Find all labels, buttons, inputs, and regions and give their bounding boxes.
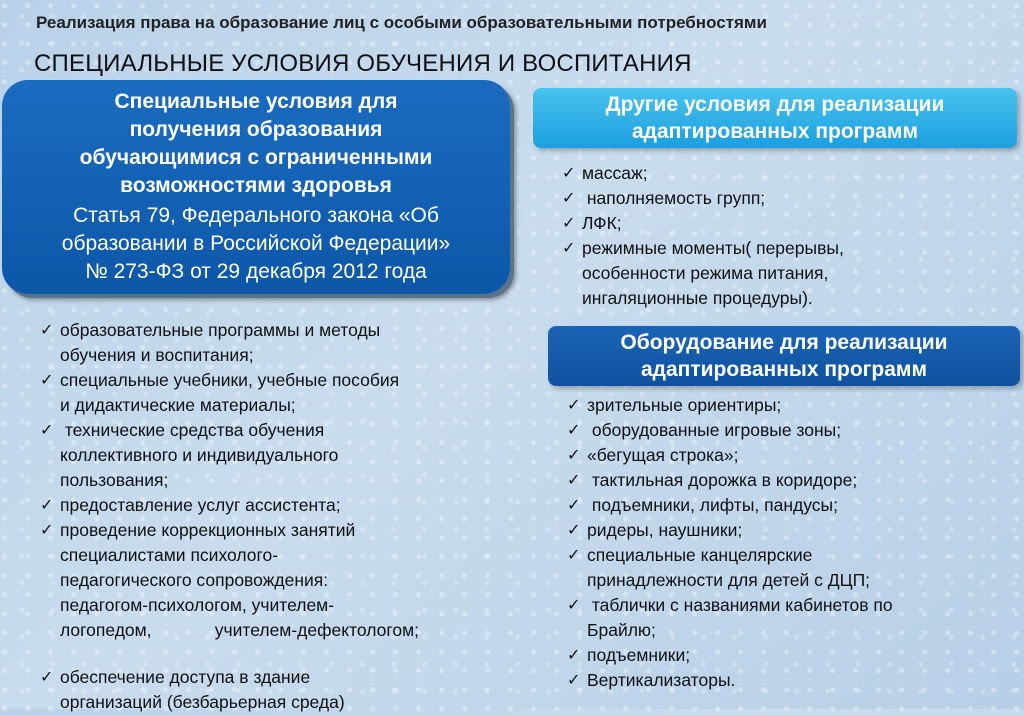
list-item: ✓ режимные моменты( перерывы, особенности режима питания, ингаляционные процедуры).	[562, 238, 844, 308]
equipment-heading	[548, 326, 1020, 386]
list-item: ✓ специальные канцелярские принадлежности для детей с ДЦП;	[567, 545, 871, 590]
main-box-title-line: Специальные условия для	[114, 90, 398, 113]
main-box-title-line: возможностями здоровья	[120, 174, 392, 197]
check-icon: ✓	[40, 322, 54, 339]
check-icon: ✓	[40, 522, 54, 539]
other-conditions-heading	[533, 88, 1017, 148]
list-item: ✓ предоставление услуг ассистента;	[40, 493, 480, 518]
list-item: ✓ подъемники, лифты, пандусы;	[567, 493, 1007, 518]
check-icon: ✓	[567, 447, 581, 464]
page-header: Реализация права на образование лиц с особыми образовательными потребностями	[36, 13, 767, 32]
check-icon: ✓	[567, 672, 581, 689]
check-icon: ✓	[562, 190, 576, 207]
list-item: ✓ обеспечение доступа в здание организаций (безбарьерная среда)	[40, 667, 345, 712]
main-box-law-line: № 273-ФЗ от 29 декабря 2012 года	[85, 260, 427, 283]
equipment-list	[567, 393, 1007, 693]
list-item: ✓ проведение коррекционных занятий специалистами психолого- педагогического сопровождения: педагогом-психологом, учителем- логопедом, учителем-дефектологом;	[40, 520, 420, 640]
check-icon: ✓	[40, 497, 54, 514]
check-icon: ✓	[567, 472, 581, 489]
main-conditions-box	[2, 80, 510, 294]
check-icon: ✓	[562, 165, 576, 182]
check-icon: ✓	[567, 422, 581, 439]
list-item: ✓ образовательные программы и методы обучения и воспитания;	[40, 320, 381, 365]
list-item: ✓ технические средства обучения коллективного и индивидуального пользования;	[40, 420, 339, 490]
list-item: ✓ оборудованные игровые зоны;	[567, 418, 1007, 443]
check-icon: ✓	[40, 669, 54, 686]
check-icon: ✓	[567, 547, 581, 564]
check-icon: ✓	[562, 215, 576, 232]
list-item: ✓ специальные учебники, учебные пособия и дидактические материалы;	[40, 370, 400, 415]
heading-line: Оборудование для реализации	[620, 331, 948, 354]
check-icon: ✓	[567, 597, 581, 614]
special-conditions-list	[40, 318, 480, 715]
list-item: ✓ подъемники;	[567, 643, 1007, 668]
main-box-title-line: обучающимися с ограниченными	[79, 146, 433, 169]
list-item: ✓ тактильная дорожка в коридоре;	[567, 468, 1007, 493]
list-item: ✓ «бегущая строка»;	[567, 443, 1007, 468]
list-item: ✓ ЛФК;	[562, 211, 1002, 236]
check-icon: ✓	[567, 397, 581, 414]
list-item: ✓ Вертикализаторы.	[567, 668, 1007, 693]
page-subtitle: СПЕЦИАЛЬНЫЕ УСЛОВИЯ ОБУЧЕНИЯ И ВОСПИТАНИЯ	[34, 50, 692, 77]
check-icon: ✓	[562, 240, 576, 257]
main-box-law-line: Статья 79, Федерального закона «Об	[73, 204, 439, 227]
main-box-title-line: получения образования	[129, 118, 383, 141]
heading-line: Другие условия для реализации	[605, 93, 945, 116]
list-item: ✓ ридеры, наушники;	[567, 518, 1007, 543]
list-item: ✓ наполняемость групп;	[562, 186, 1002, 211]
main-box-law-line: образовании в Российской Федерации»	[61, 232, 451, 255]
check-icon: ✓	[567, 497, 581, 514]
check-icon: ✓	[567, 522, 581, 539]
heading-line: адаптированных программ	[640, 358, 927, 381]
list-item: ✓ массаж;	[562, 161, 1002, 186]
other-conditions-list	[562, 161, 1002, 311]
heading-line: адаптированных программ	[631, 120, 918, 143]
check-icon: ✓	[40, 422, 54, 439]
list-spacer	[40, 643, 480, 665]
list-item: ✓ зрительные ориентиры;	[567, 393, 1007, 418]
check-icon: ✓	[40, 372, 54, 389]
check-icon: ✓	[567, 647, 581, 664]
list-item: ✓ таблички с названиями кабинетов по Брайлю;	[567, 595, 893, 640]
